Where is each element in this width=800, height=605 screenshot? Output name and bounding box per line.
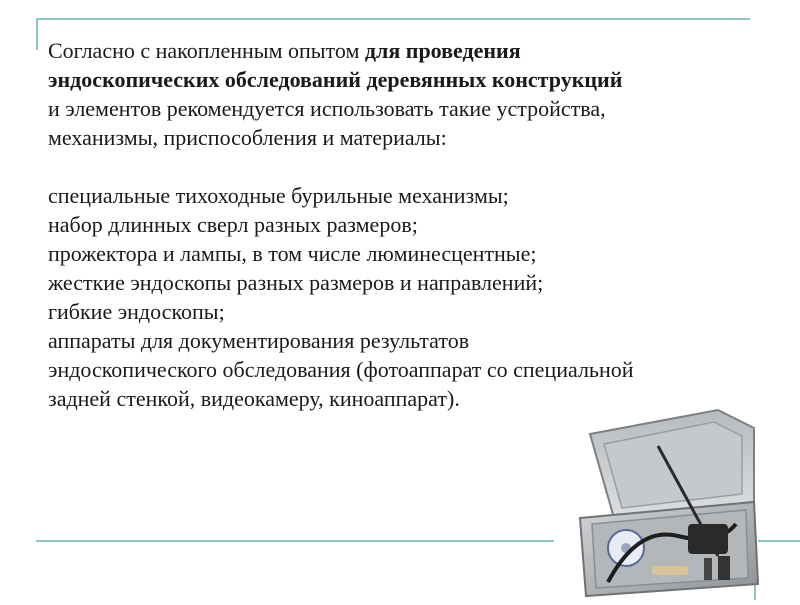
list-item: набор длинных сверл разных размеров; bbox=[48, 212, 418, 237]
frame-left-tick bbox=[36, 18, 38, 50]
list-item: задней стенкой, видеокамеру, киноаппарат). bbox=[48, 386, 460, 411]
intro-bold1: для проведения bbox=[364, 38, 521, 63]
list-item: гибкие эндоскопы; bbox=[48, 299, 225, 324]
intro-part4: механизмы, приспособления и материалы: bbox=[48, 125, 447, 150]
frame-bottom-right-line bbox=[758, 540, 800, 542]
list-item: аппараты для документирования результатов bbox=[48, 328, 470, 353]
slide-text bbox=[48, 36, 768, 413]
intro-bold2: эндоскопических обследований деревянных конструкций bbox=[48, 67, 623, 92]
list-item: специальные тихоходные бурильные механизмы; bbox=[48, 183, 509, 208]
endoscope-case-photo bbox=[568, 406, 760, 600]
list-item: прожектора и лампы, в том числе люминесцентные; bbox=[48, 241, 537, 266]
intro-paragraph bbox=[48, 36, 768, 152]
frame-bottom-line bbox=[36, 540, 554, 542]
list-item: эндоскопического обследования (фотоаппарат со специальной bbox=[48, 357, 634, 382]
list-item: жесткие эндоскопы разных размеров и направлений; bbox=[48, 270, 544, 295]
frame-top-line bbox=[36, 18, 750, 20]
intro-part3: и элементов рекомендуется использовать такие устройства, bbox=[48, 96, 606, 121]
intro-part1: Согласно с накопленным опытом bbox=[48, 38, 365, 63]
